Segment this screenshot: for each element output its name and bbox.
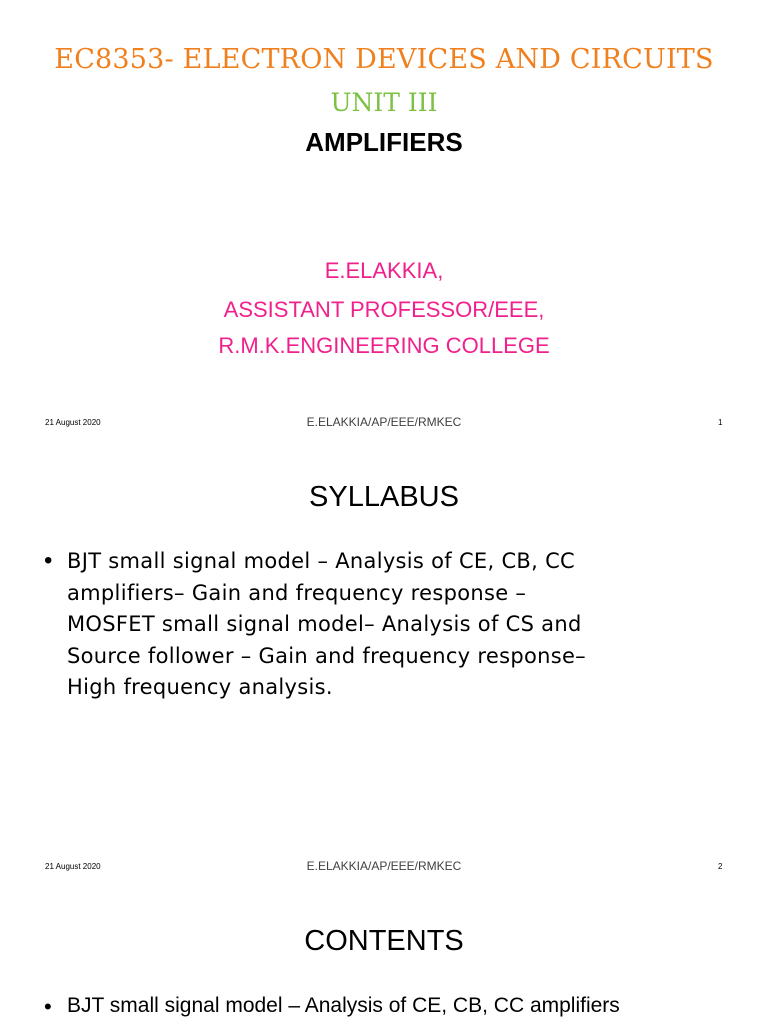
bullet-line: Source follower – Gain and frequency response– bbox=[67, 643, 586, 668]
slide-heading: SYLLABUS bbox=[309, 481, 459, 513]
bullet-line: High frequency analysis. bbox=[67, 675, 333, 699]
bullet-symbol: • bbox=[44, 994, 52, 1019]
course-title: EC8353- ELECTRON DEVICES AND CIRCUITS bbox=[54, 44, 714, 75]
list-item: BJT small signal model – Analysis of CE, CB, CC amplifiers bbox=[67, 994, 620, 1017]
bullet-list bbox=[44, 994, 734, 1018]
page-number: 2 bbox=[718, 862, 723, 871]
bullet-symbol: • bbox=[44, 547, 53, 574]
slide-heading: CONTENTS bbox=[304, 925, 464, 957]
footer-author: E.ELAKKIA/AP/EEE/RMKEC bbox=[306, 859, 462, 873]
slide-heading: AMPLIFIERS bbox=[305, 127, 463, 157]
footer-date: 21 August 2020 bbox=[45, 862, 101, 871]
bullet-line: MOSFET small signal model– Analysis of CS and bbox=[67, 612, 582, 636]
slide-3 bbox=[0, 888, 768, 1024]
bullet-line: BJT small signal model – Analysis of CE, CB, CC bbox=[67, 549, 575, 573]
list-item bbox=[67, 546, 757, 704]
bullet-line: amplifiers– Gain and frequency response – bbox=[67, 580, 527, 605]
footer-date: 21 August 2020 bbox=[45, 418, 101, 427]
footer-author: E.ELAKKIA/AP/EEE/RMKEC bbox=[306, 415, 462, 429]
author-name: E.ELAKKIA, bbox=[324, 258, 444, 283]
author-college: R.M.K.ENGINEERING COLLEGE bbox=[218, 333, 550, 358]
slide-1 bbox=[0, 0, 768, 440]
bullet-list bbox=[44, 546, 734, 704]
unit-label: UNIT III bbox=[330, 88, 438, 117]
slide-2 bbox=[0, 444, 768, 884]
author-designation: ASSISTANT PROFESSOR/EEE, bbox=[223, 297, 545, 322]
page-number: 1 bbox=[718, 418, 723, 427]
